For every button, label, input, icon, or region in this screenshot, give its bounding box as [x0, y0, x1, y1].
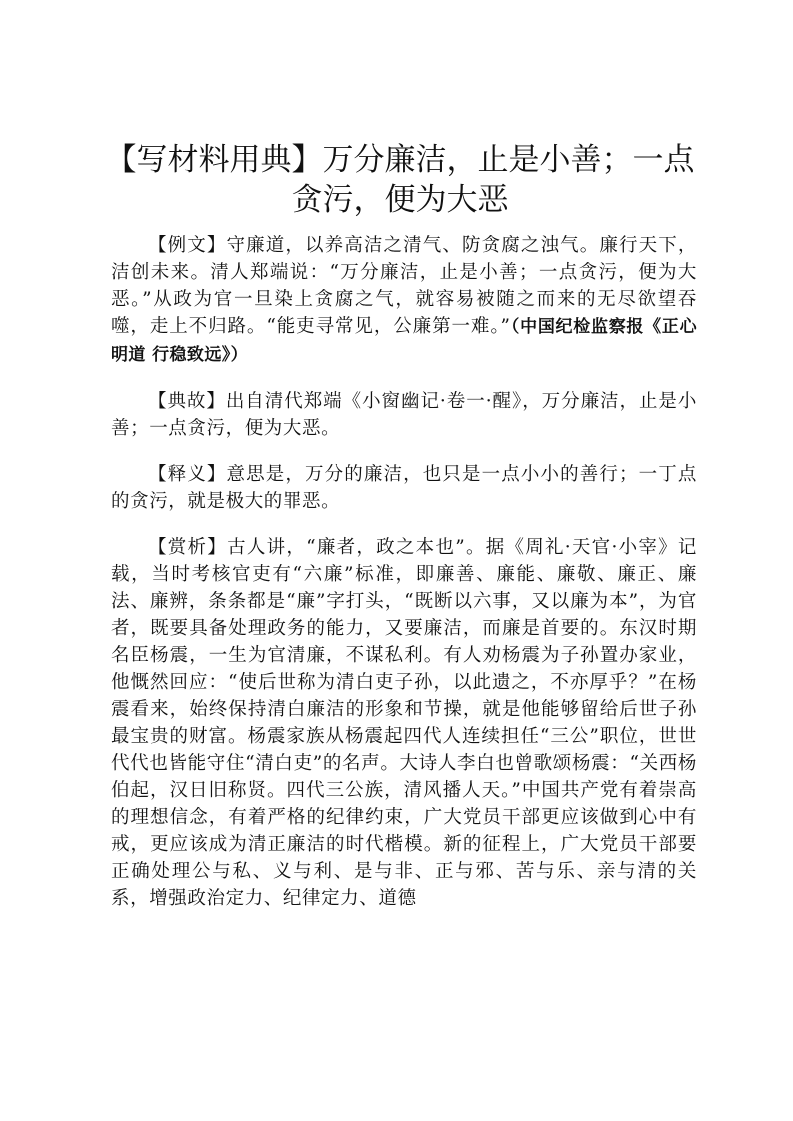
allusion-paragraph: 【典故】出自清代郑端《小窗幽记·卷一·醒》，万分廉洁，止是小善；一点贪污，便为大恶。: [111, 391, 697, 439]
example-text: 【例文】守廉道，以养高洁之清气、防贪腐之浊气。廉行天下，洁创未来。清人郑端说：“万分廉洁，止是小善；一点贪污，便为大恶。”从政为官一旦染上贪腐之气，就容易被随之而来的无尽欲望吞噬，走上不归路。“能吏寻常见，公廉第一难。”: [111, 235, 697, 337]
example-paragraph: [111, 232, 697, 369]
example-source-citation: （中国纪检监察报《正心明道 行稳致远》）: [111, 317, 697, 365]
interpretation-paragraph: 【释义】意思是，万分的廉洁，也只是一点小小的善行；一丁点的贪污，就是极大的罪恶。: [111, 464, 697, 512]
document-title: 【写材料用典】万分廉洁，止是小善；一点贪污，便为大恶: [105, 142, 695, 218]
appreciation-paragraph: 【赏析】古人讲，“廉者，政之本也”。据《周礼·天官·小宰》记载，当时考核官吏有“六廉”标准，即廉善、廉能、廉敬、廉正、廉法、廉辨，条条都是“廉”字打头，“既断以六事，又以廉为本”，为官者，既要具备处理政务的能力，又要廉洁，而廉是首要的。东汉时期名臣杨震，一生为官清廉，不谋私利。有人劝杨震为子孙置办家业，他慨然回应：“使后世称为清白吏子孙，以此遗之，不亦厚乎？”在杨震看来，始终保持清白廉洁的形象和节操，就是他能够留给后世子孙最宝贵的财富。杨震家族从杨震起四代人连续担任“三公”职位，世世代代也皆能守住“清白吏”的名声。大诗人李白也曾歌颂杨震：“关西杨伯起，汉日旧称贤。四代三公族，清风播人天。”中国共产党有着崇高的理想信念，有着严格的纪律约束，广大党员干部更应该做到心中有戒，更应该成为清正廉洁的时代楷模。新的征程上，广大党员干部要正确处理公与私、义与利、是与非、正与邪、苦与乐、亲与清的关系，增强政治定力、纪律定力、道德: [111, 537, 697, 909]
document-body: [111, 232, 697, 931]
